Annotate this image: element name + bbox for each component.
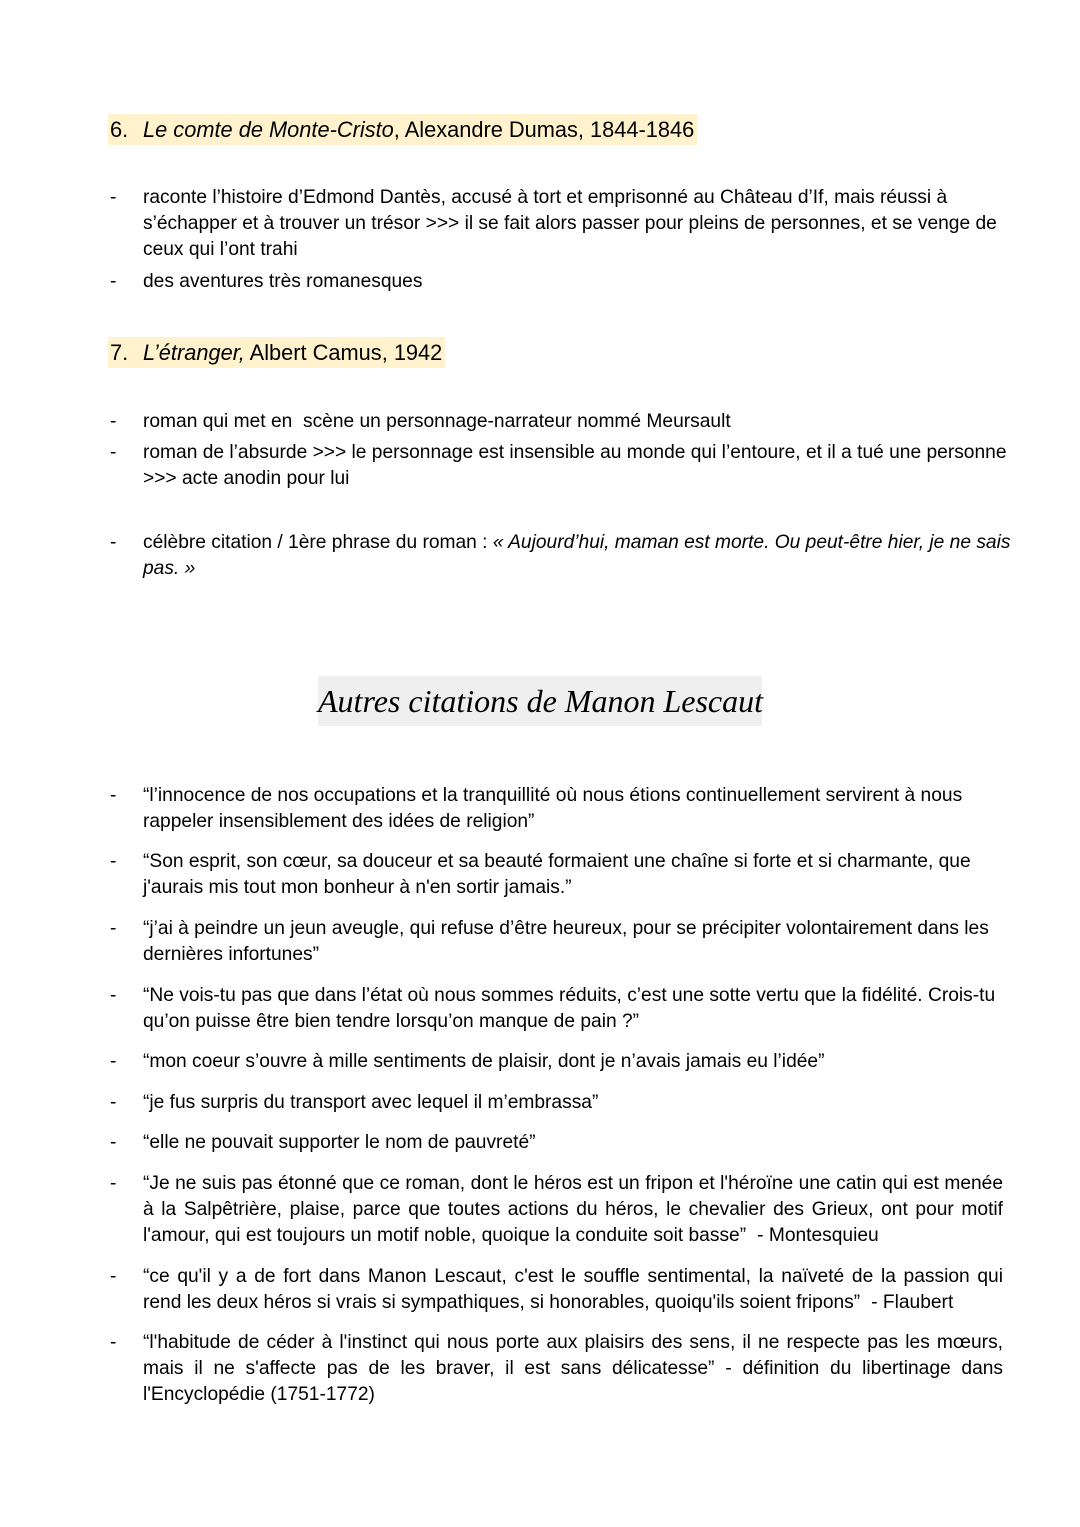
list-number: 6. xyxy=(110,117,129,142)
quote-line: rappeler insensiblement des idées de religion” xyxy=(143,811,535,832)
quote-line: “mon coeur s’ouvre à mille sentiments de plaisir, dont je n’avais jamais eu l’idée” xyxy=(143,1051,825,1072)
quote-line: à la Salpêtrière, plaise, parce que toutes actions du héros, le chevalier des Grieux, ont pour motif xyxy=(143,1199,1003,1220)
list-item xyxy=(0,269,1003,295)
book-author-date: Albert Camus, 1942 xyxy=(244,340,443,365)
quote-item xyxy=(0,1090,1003,1116)
bullet-dash: - xyxy=(110,411,117,432)
quote-item xyxy=(0,1171,1003,1249)
bullet-dash: - xyxy=(110,1051,117,1072)
quote-line: “j’ai à peindre un jeun aveugle, qui refuse d’être heureux, pour se précipiter volontairement dans les xyxy=(143,918,989,939)
citation-quote: pas. » xyxy=(143,558,196,579)
bullet-dash: - xyxy=(110,985,117,1006)
list-item-line: ceux qui l’ont trahi xyxy=(143,239,298,260)
bullet-dash: - xyxy=(110,785,117,806)
list-item-line: raconte l’histoire d’Edmond Dantès, accusé à tort et emprisonné au Château d’If, mais réussi à xyxy=(143,187,948,208)
quote-attribution: - Montesquieu xyxy=(757,1225,879,1246)
quote-line: “ce qu'il y a de fort dans Manon Lescaut, c'est le souffle sentimental, la naïveté de la passion qui xyxy=(143,1266,1003,1287)
bullet-dash: - xyxy=(110,187,117,208)
bullet-dash: - xyxy=(110,532,117,553)
quote-line: “je fus surpris du transport avec lequel il m’embrassa” xyxy=(143,1092,599,1113)
list-item xyxy=(0,185,1003,263)
quote-text: l'amour, qui est toujours un motif noble, quoique la conduite soit basse” xyxy=(143,1225,747,1246)
quote-line xyxy=(143,1356,1003,1382)
quote-line: “Je ne suis pas étonné que ce roman, dont le héros est un fripon et l'héroïne une catin qui est menée xyxy=(143,1173,1003,1194)
bullet-dash: - xyxy=(110,442,117,463)
quote-text: rend les deux héros si vrais si sympathiques, si honorables, quoiqu'ils soient fripons” xyxy=(143,1292,861,1313)
list-item-line: >>> acte anodin pour lui xyxy=(143,468,350,489)
citation-lead: célèbre citation / 1ère phrase du roman : xyxy=(143,532,493,553)
list-item-line: s’échapper et à trouver un trésor >>> il se fait alors passer pour pleins de personnes, et se venge de xyxy=(143,213,997,234)
list-number: 7. xyxy=(110,340,129,365)
bullet-dash: - xyxy=(110,1132,117,1153)
quote-item xyxy=(0,783,1003,835)
quote-item xyxy=(0,849,1003,901)
bullet-dash: - xyxy=(110,918,117,939)
quote-item xyxy=(0,916,1003,968)
quote-line: qu’on puisse être bien tendre lorsqu’on manque de pain ?” xyxy=(143,1011,640,1032)
quote-item xyxy=(0,1330,1003,1408)
book-author-date: , Alexandre Dumas, 1844-1846 xyxy=(393,117,695,142)
section-7-heading xyxy=(108,337,445,368)
quote-attribution: - Flaubert xyxy=(871,1292,954,1313)
bullet-dash: - xyxy=(110,1092,117,1113)
quote-line: “l’innocence de nos occupations et la tranquillité où nous étions continuellement servirent à nous xyxy=(143,785,963,806)
quote-item xyxy=(0,983,1003,1035)
book-title: Le comte de Monte-Cristo xyxy=(143,117,394,142)
quote-line: dernières infortunes” xyxy=(143,944,319,965)
list-item xyxy=(0,440,1007,492)
bullet-dash: - xyxy=(110,271,117,292)
quote-line: “elle ne pouvait supporter le nom de pauvreté” xyxy=(143,1132,536,1153)
quote-attribution: l'Encyclopédie (1751-1772) xyxy=(143,1384,375,1405)
list-item-line: roman qui met en scène un personnage-narrateur nommé Meursault xyxy=(143,411,731,432)
citation-item xyxy=(0,530,1011,582)
section-6-heading xyxy=(108,114,697,145)
quote-line xyxy=(143,1290,1003,1316)
quote-text: mais il ne s'affecte pas de les braver, il est sans délicatesse” xyxy=(143,1358,715,1379)
list-item-line: des aventures très romanesques xyxy=(143,271,423,292)
bullet-dash: - xyxy=(110,1332,117,1353)
quote-item xyxy=(0,1130,1003,1156)
quotes-section-title: Autres citations de Manon Lescaut xyxy=(318,676,762,726)
list-item-line: roman de l’absurde >>> le personnage est insensible au monde qui l’entoure, et il a tué une personne xyxy=(143,442,1007,463)
quote-line: j'aurais mis tout mon bonheur à n'en sortir jamais.” xyxy=(143,877,572,898)
book-title: L’étranger, xyxy=(143,340,245,365)
list-item-line xyxy=(143,530,1011,556)
bullet-dash: - xyxy=(110,1266,117,1287)
quote-line: “l'habitude de céder à l'instinct qui nous porte aux plaisirs des sens, il ne respecte pas les mœurs, xyxy=(143,1332,1003,1353)
quote-item xyxy=(0,1264,1003,1316)
list-item xyxy=(0,409,1003,435)
citation-quote: « Aujourd’hui, maman est morte. Ou peut-être hier, je ne sais xyxy=(492,532,1011,553)
quote-line: “Son esprit, son cœur, sa douceur et sa beauté formaient une chaîne si forte et si charmante, que xyxy=(143,851,971,872)
quote-line xyxy=(143,1223,1003,1249)
quote-item xyxy=(0,1049,1003,1075)
quote-line: “Ne vois-tu pas que dans l’état où nous sommes réduits, c’est une sotte vertu que la fidélité. Crois-tu xyxy=(143,985,996,1006)
quote-attribution: - définition du libertinage dans xyxy=(725,1358,1003,1379)
bullet-dash: - xyxy=(110,1173,117,1194)
bullet-dash: - xyxy=(110,851,117,872)
